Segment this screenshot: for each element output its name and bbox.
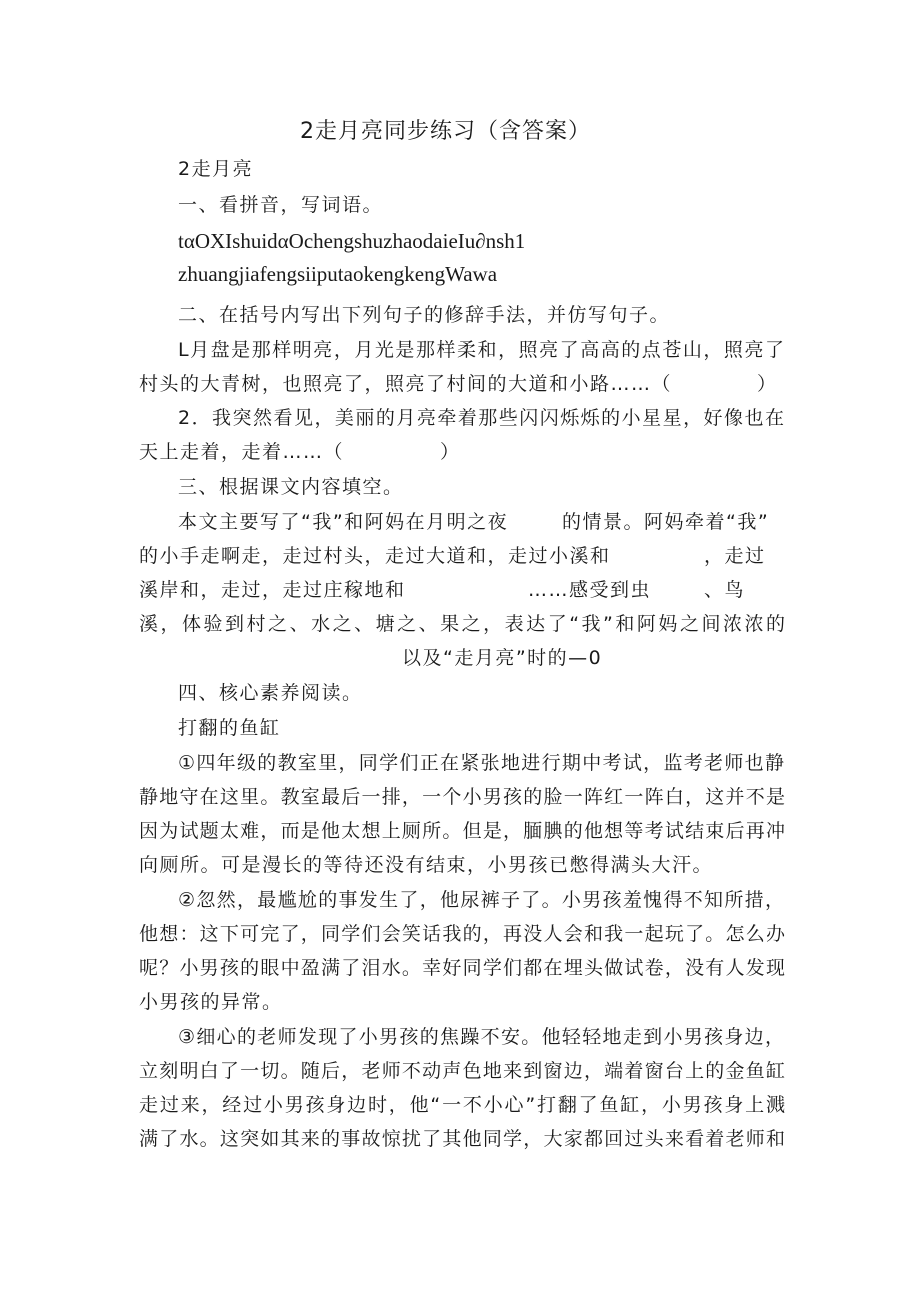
section2-heading: 二、在括号内写出下列句子的修辞手法，并仿写句子。 bbox=[178, 304, 671, 326]
section3-heading: 三、根据课文内容填空。 bbox=[178, 476, 404, 498]
paragraph-1-line-2: 静地守在这里。教室最后一排，一个小男孩的脸一阵红一阵白，这并不是 bbox=[139, 786, 785, 808]
section4-heading: 四、核心素养阅读。 bbox=[178, 682, 363, 704]
q2-line-2: 天上走着，走着……（ bbox=[139, 441, 345, 463]
fill-line-3a: 溪岸和，走过，走过庄稼地和 bbox=[139, 579, 406, 601]
q1-bracket-close: ） bbox=[757, 373, 778, 395]
paragraph-2-line-1: ②忽然，最尴尬的事发生了，他尿裤子了。小男孩羞愧得不知所措， bbox=[178, 889, 784, 911]
pinyin-line-2: zhuangjiafengsiiputaokengkengWawa bbox=[178, 262, 498, 286]
fill-line-2b: ，走过 bbox=[704, 545, 766, 567]
fill-line-1b: 的情景。阿妈牵着“我” bbox=[562, 511, 770, 533]
paragraph-2-line-2: 他想：这下可完了，同学们会笑话我的，再没人会和我一起玩了。怎么办 bbox=[139, 923, 785, 945]
paragraph-3-line-2: 立刻明白了一切。随后，老师不动声色地来到窗边，端着窗台上的金鱼缸 bbox=[139, 1060, 785, 1082]
fill-line-3c: 、鸟 bbox=[704, 579, 746, 601]
paragraph-3-line-1: ③细心的老师发现了小男孩的焦躁不安。他轻轻地走到小男孩身边， bbox=[178, 1026, 784, 1048]
paragraph-1-line-4: 向厕所。可是漫长的等待还没有结束，小男孩已憋得满头大汗。 bbox=[139, 854, 714, 876]
fill-line-3b: ……感受到虫 bbox=[528, 579, 652, 601]
paragraph-2-line-4: 小男孩的异常。 bbox=[139, 991, 283, 1013]
fill-line-5: 以及“走月亮”时的—0 bbox=[402, 647, 603, 669]
paragraph-3-line-4: 满了水。这突如其来的事故惊扰了其他同学，大家都回过头来看着老师和 bbox=[139, 1128, 785, 1150]
fill-line-2a: 的小手走啊走，走过村头，走过大道和，走过小溪和 bbox=[139, 545, 611, 567]
q1-line-1: L月盘是那样明亮，月光是那样柔和，照亮了高高的点苍山，照亮了 bbox=[178, 339, 784, 361]
q2-bracket-close: ） bbox=[440, 441, 461, 463]
story-title: 打翻的鱼缸 bbox=[178, 717, 281, 739]
paragraph-2-line-3: 呢？小男孩的眼中盈满了泪水。幸好同学们都在埋头做试卷，没有人发现 bbox=[139, 957, 785, 979]
lesson-subtitle: 2走月亮 bbox=[178, 158, 254, 180]
pinyin-line-1: tαOXIshuidαOchengshuzhaodaieIu∂nsh1 bbox=[178, 229, 526, 253]
q2-line-1: 2．我突然看见，美丽的月亮牵着那些闪闪烁烁的小星星，好像也在 bbox=[178, 407, 784, 429]
fill-line-4: 溪，体验到村之、水之、塘之、果之，表达了“我”和阿妈之间浓浓的 bbox=[139, 613, 785, 635]
paragraph-1-line-3: 因为试题太难，而是他太想上厕所。但是，腼腆的他想等考试结束后再冲 bbox=[139, 820, 785, 842]
q1-line-2: 村头的大青树，也照亮了，照亮了村间的大道和小路……（ bbox=[139, 373, 673, 395]
section1-heading: 一、看拼音，写词语。 bbox=[178, 194, 384, 216]
fill-line-1a: 本文主要写了“我”和阿妈在月明之夜 bbox=[178, 511, 509, 533]
paragraph-3-line-3: 走过来，经过小男孩身边时，他“一不小心”打翻了鱼缸，小男孩身上溅 bbox=[139, 1094, 785, 1116]
page-title: 2走月亮同步练习（含答案） bbox=[300, 119, 591, 144]
paragraph-1-line-1: ①四年级的教室里，同学们正在紧张地进行期中考试，监考老师也静 bbox=[178, 752, 784, 774]
